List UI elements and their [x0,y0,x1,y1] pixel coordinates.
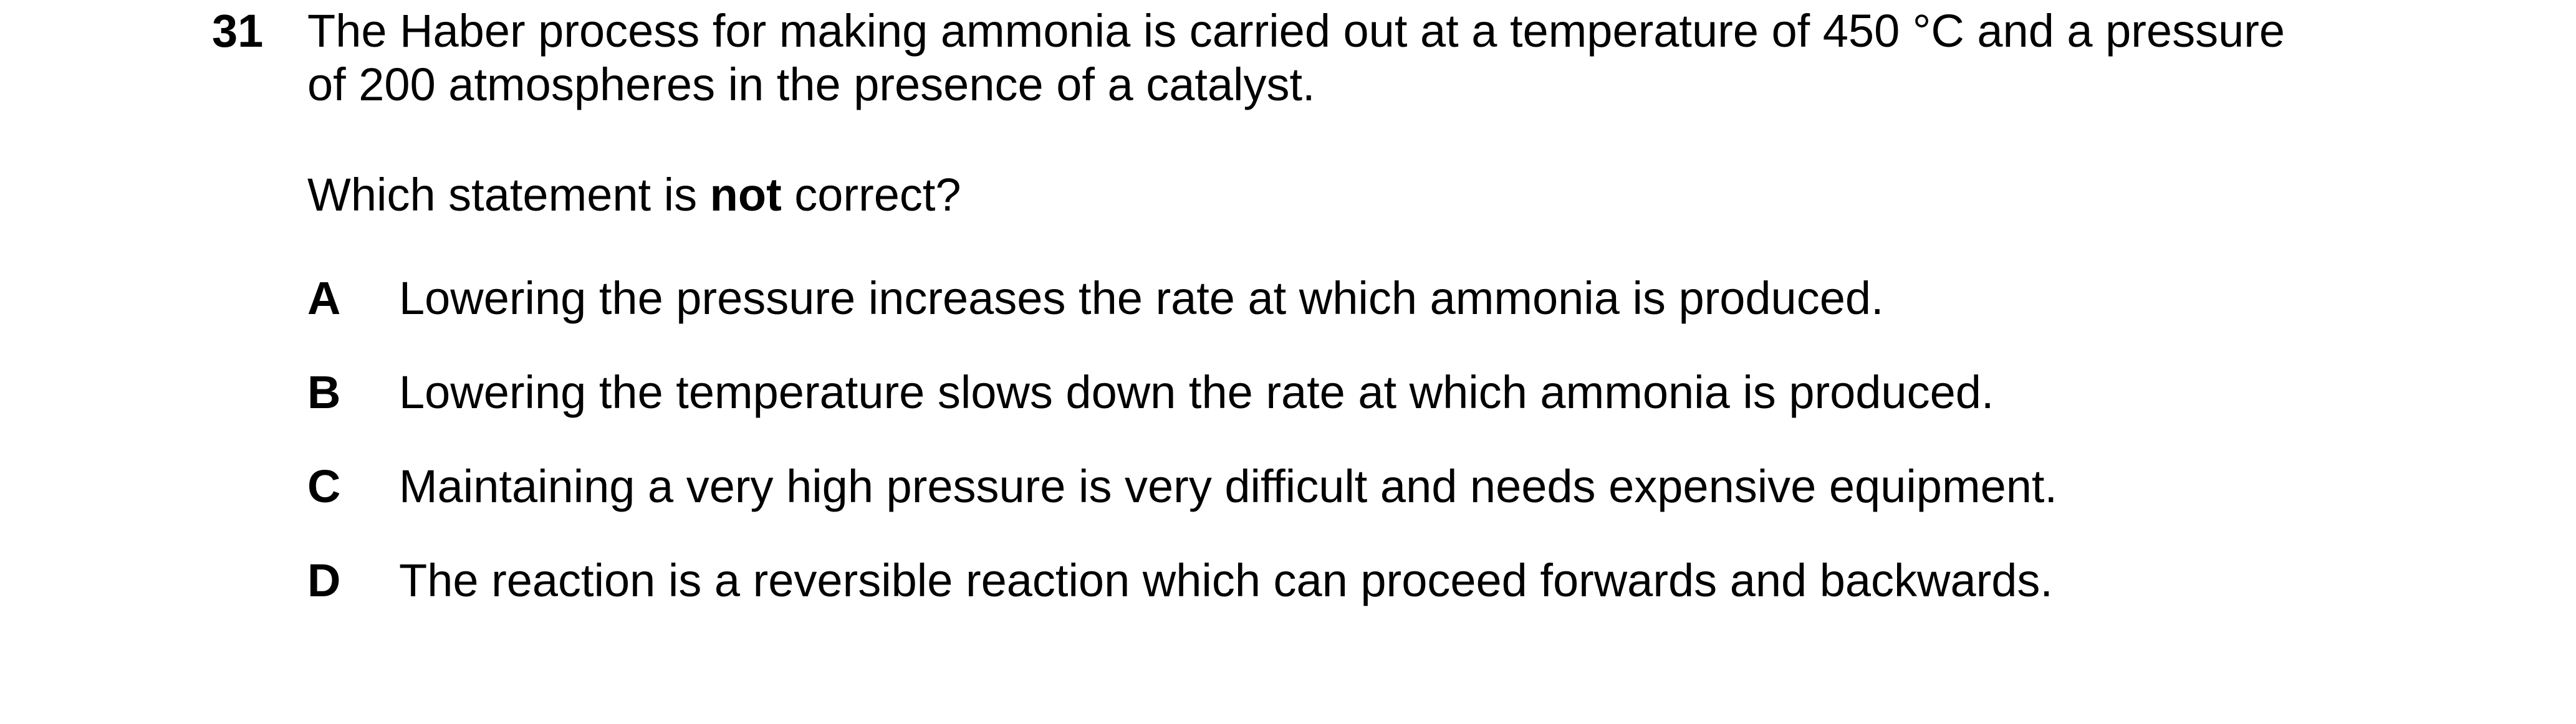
question-stem-line-1 [307,4,2285,59]
option-a[interactable] [307,271,2427,326]
prompt-text-before: Which statement is [307,169,710,221]
option-letter: D [307,555,341,606]
option-text: Lowering the pressure increases the rate at which ammonia is produced. [399,272,1884,324]
option-letter: A [307,272,341,324]
option-letter: C [307,460,341,512]
option-d[interactable] [307,553,2427,608]
option-b[interactable] [307,365,2427,420]
option-c[interactable] [307,459,2427,514]
question-prompt [307,168,961,222]
degree-celsius-unit: °C [1900,5,1964,57]
option-text: Lowering the temperature slows down the rate at which ammonia is produced. [399,366,1994,418]
prompt-emphasis: not [709,169,782,221]
option-text: The reaction is a reversible reaction which can proceed forwards and backwards. [399,555,2053,606]
question-number: 31 [212,5,264,57]
question-stem-line-2: of 200 atmospheres in the presence of a catalyst. [307,59,1315,110]
stem-text-before-degree: The Haber process for making ammonia is carried out at a temperature of 450 [307,5,1900,57]
prompt-text-after: correct? [781,169,961,221]
stem-text-after-degree: and a pressure [1964,5,2285,57]
option-text: Maintaining a very high pressure is very difficult and needs expensive equipment. [399,460,2058,512]
option-letter: B [307,366,341,418]
